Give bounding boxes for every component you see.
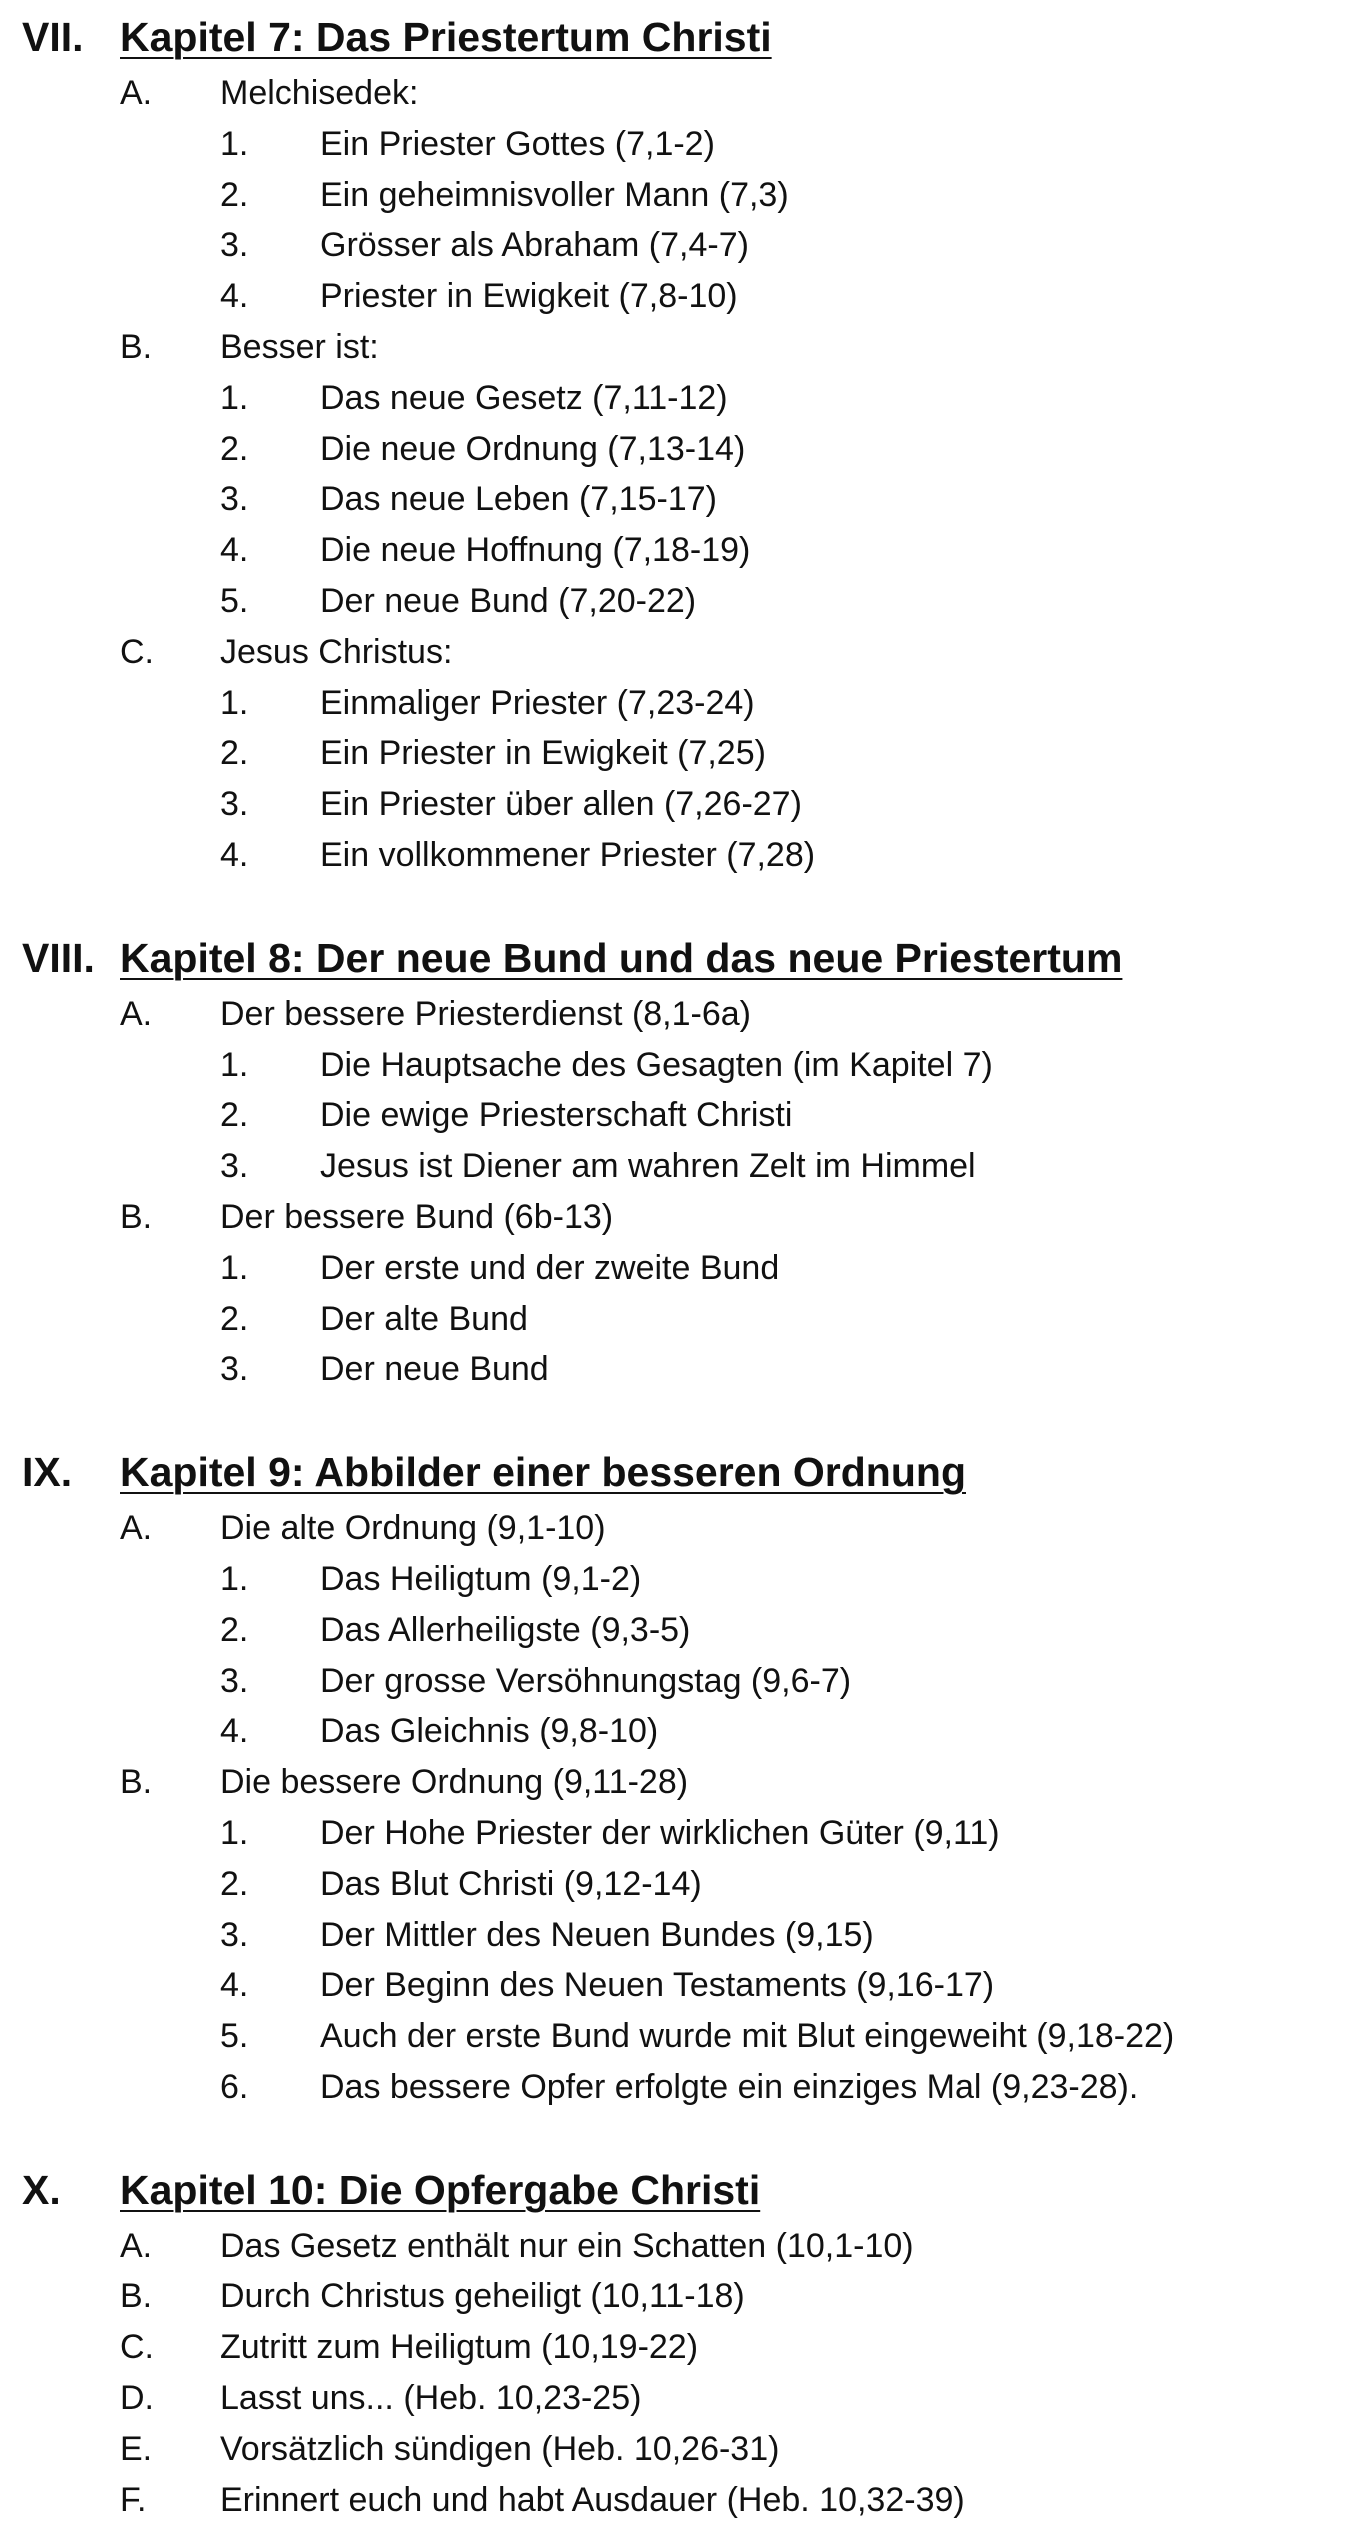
list-item: [22, 678, 1342, 729]
section-item: [22, 2373, 1342, 2424]
section-letter: A.: [120, 994, 153, 1033]
item-number: 1.: [220, 683, 249, 722]
item-number: 2.: [220, 734, 249, 773]
list-item: [22, 1656, 1342, 1707]
chapter-heading: [22, 1441, 1342, 1503]
section-item: [22, 1503, 1342, 1554]
section-text: Der bessere Priesterdienst (8,1-6a): [220, 994, 752, 1033]
item-number: 1.: [220, 1559, 249, 1598]
item-text: Der erste und der zweite Bund: [320, 1248, 780, 1287]
item-text: Der neue Bund (7,20-22): [320, 581, 697, 620]
chapter-number: VII.: [22, 14, 84, 60]
item-text: Der neue Bund: [320, 1350, 549, 1389]
section-letter: E.: [120, 2429, 153, 2468]
chapter-block: [22, 6, 1342, 881]
item-number: 6.: [220, 2067, 249, 2106]
section-letter: D.: [120, 2379, 154, 2418]
item-text: Das Gleichnis (9,8-10): [320, 1712, 659, 1751]
item-text: Jesus ist Diener am wahren Zelt im Himmel: [320, 1147, 976, 1186]
list-item: [22, 373, 1342, 424]
section-letter: B.: [120, 1197, 153, 1236]
list-item: [22, 1960, 1342, 2011]
section-text: Melchisedek:: [220, 74, 419, 112]
list-item: [22, 1243, 1342, 1294]
item-text: Ein vollkommener Priester (7,28): [320, 835, 816, 874]
section-letter: B.: [120, 327, 153, 366]
item-number: 3.: [220, 1350, 249, 1389]
chapter-block: [22, 927, 1342, 1395]
list-item: [22, 170, 1342, 221]
chapter-heading: [22, 927, 1342, 989]
item-text: Die Hauptsache des Gesagten (im Kapitel 7): [320, 1045, 993, 1084]
section-letter: A.: [120, 1509, 153, 1548]
list-item: [22, 779, 1342, 830]
list-item: [22, 525, 1342, 576]
chapter-heading: [22, 6, 1342, 68]
list-item: [22, 474, 1342, 525]
list-item: [22, 220, 1342, 271]
chapter-block: [22, 1441, 1342, 2113]
chapter-block: [22, 2159, 1342, 2526]
item-text: Auch der erste Bund wurde mit Blut eingeweiht (9,18-22): [320, 2017, 1175, 2056]
item-number: 3.: [220, 785, 249, 824]
item-text: Grösser als Abraham (7,4-7): [320, 226, 749, 265]
section-item: [22, 322, 1342, 373]
item-text: Das bessere Opfer erfolgte ein einziges Mal (9,23-28).: [320, 2067, 1139, 2106]
item-text: Priester in Ewigkeit (7,8-10): [320, 277, 738, 316]
item-text: Das Blut Christi (9,12-14): [320, 1864, 702, 1903]
section-item: [22, 68, 1342, 119]
item-number: 4.: [220, 835, 249, 874]
chapter-title: Kapitel 8: Der neue Bund und das neue Priestertum: [120, 934, 1123, 981]
section-text: Jesus Christus:: [220, 632, 453, 671]
item-number: 1.: [220, 124, 249, 163]
item-number: 3.: [220, 226, 249, 265]
section-text: Zutritt zum Heiligtum (10,19-22): [220, 2328, 699, 2367]
item-text: Das neue Gesetz (7,11-12): [320, 378, 728, 417]
item-number: 4.: [220, 277, 249, 316]
item-number: 1.: [220, 1813, 249, 1852]
item-number: 2.: [220, 1299, 249, 1338]
document-outline: [22, 6, 1342, 2525]
item-number: 4.: [220, 1712, 249, 1751]
item-text: Einmaliger Priester (7,23-24): [320, 683, 755, 722]
list-item: [22, 1808, 1342, 1859]
item-number: 3.: [220, 1661, 249, 1700]
section-item: [22, 1757, 1342, 1808]
item-number: 3.: [220, 1147, 249, 1186]
section-letter: A.: [120, 74, 153, 112]
section-letter: B.: [120, 1763, 153, 1802]
item-number: 3.: [220, 1915, 249, 1954]
section-text: Die alte Ordnung (9,1-10): [220, 1509, 606, 1548]
list-item: [22, 576, 1342, 627]
item-text: Die ewige Priesterschaft Christi: [320, 1096, 793, 1135]
section-item: [22, 989, 1342, 1040]
section-text: Lasst uns... (Heb. 10,23-25): [220, 2379, 642, 2418]
item-text: Das Heiligtum (9,1-2): [320, 1559, 642, 1598]
section-text: Besser ist:: [220, 327, 379, 366]
section-text: Erinnert euch und habt Ausdauer (Heb. 10,32-39): [220, 2480, 965, 2519]
list-item: [22, 1605, 1342, 1656]
list-item: [22, 271, 1342, 322]
list-item: [22, 728, 1342, 779]
item-text: Ein Priester Gottes (7,1-2): [320, 124, 715, 163]
item-number: 2.: [220, 429, 249, 468]
item-number: 1.: [220, 1248, 249, 1287]
section-item: [22, 2221, 1342, 2272]
section-item: [22, 2271, 1342, 2322]
item-text: Der Beginn des Neuen Testaments (9,16-17): [320, 1966, 995, 2005]
list-item: [22, 830, 1342, 881]
section-letter: C.: [120, 632, 154, 671]
item-text: Das Allerheiligste (9,3-5): [320, 1610, 691, 1649]
section-letter: C.: [120, 2328, 154, 2367]
list-item: [22, 1554, 1342, 1605]
section-text: Vorsätzlich sündigen (Heb. 10,26-31): [220, 2429, 780, 2468]
list-item: [22, 1090, 1342, 1141]
section-item: [22, 2424, 1342, 2475]
list-item: [22, 1141, 1342, 1192]
list-item: [22, 1859, 1342, 1910]
section-letter: F.: [120, 2480, 147, 2519]
list-item: [22, 1040, 1342, 1091]
list-item: [22, 1706, 1342, 1757]
item-number: 5.: [220, 2017, 249, 2056]
list-item: [22, 1294, 1342, 1345]
chapter-heading: [22, 2159, 1342, 2221]
list-item: [22, 424, 1342, 475]
section-text: Durch Christus geheiligt (10,11-18): [220, 2277, 745, 2316]
list-item: [22, 2011, 1342, 2062]
item-number: 2.: [220, 1864, 249, 1903]
chapter-number: X.: [22, 2166, 61, 2213]
chapter-number: IX.: [22, 1449, 73, 1496]
item-number: 4.: [220, 1966, 249, 2005]
chapter-number: VIII.: [22, 934, 95, 981]
list-item: [22, 1344, 1342, 1395]
item-text: Der grosse Versöhnungstag (9,6-7): [320, 1661, 852, 1700]
item-number: 2.: [220, 1610, 249, 1649]
item-text: Ein Priester in Ewigkeit (7,25): [320, 734, 766, 773]
item-text: Das neue Leben (7,15-17): [320, 480, 717, 519]
item-text: Der alte Bund: [320, 1299, 528, 1338]
list-item: [22, 2062, 1342, 2113]
section-item: [22, 1192, 1342, 1243]
item-number: 4.: [220, 531, 249, 570]
chapter-title: Kapitel 10: Die Opfergabe Christi: [120, 2166, 761, 2213]
section-item: [22, 2475, 1342, 2526]
item-number: 1.: [220, 378, 249, 417]
section-letter: A.: [120, 2226, 153, 2265]
item-number: 2.: [220, 1096, 249, 1135]
item-number: 2.: [220, 175, 249, 214]
item-text: Der Mittler des Neuen Bundes (9,15): [320, 1915, 874, 1954]
item-number: 1.: [220, 1045, 249, 1084]
section-text: Das Gesetz enthält nur ein Schatten (10,1-10): [220, 2226, 914, 2265]
item-number: 3.: [220, 480, 249, 519]
section-item: [22, 2322, 1342, 2373]
section-text: Der bessere Bund (6b-13): [220, 1197, 614, 1236]
item-text: Ein geheimnisvoller Mann (7,3): [320, 175, 789, 214]
list-item: [22, 1910, 1342, 1961]
item-text: Die neue Hoffnung (7,18-19): [320, 531, 751, 570]
chapter-title: Kapitel 9: Abbilder einer besseren Ordnung: [120, 1449, 966, 1496]
item-number: 5.: [220, 581, 249, 620]
chapter-title: Kapitel 7: Das Priestertum Christi: [120, 14, 772, 60]
section-letter: B.: [120, 2277, 153, 2316]
list-item: [22, 119, 1342, 170]
item-text: Die neue Ordnung (7,13-14): [320, 429, 746, 468]
item-text: Der Hohe Priester der wirklichen Güter (9,11): [320, 1813, 1000, 1852]
item-text: Ein Priester über allen (7,26-27): [320, 785, 802, 824]
section-text: Die bessere Ordnung (9,11-28): [220, 1763, 689, 1802]
section-item: [22, 627, 1342, 678]
